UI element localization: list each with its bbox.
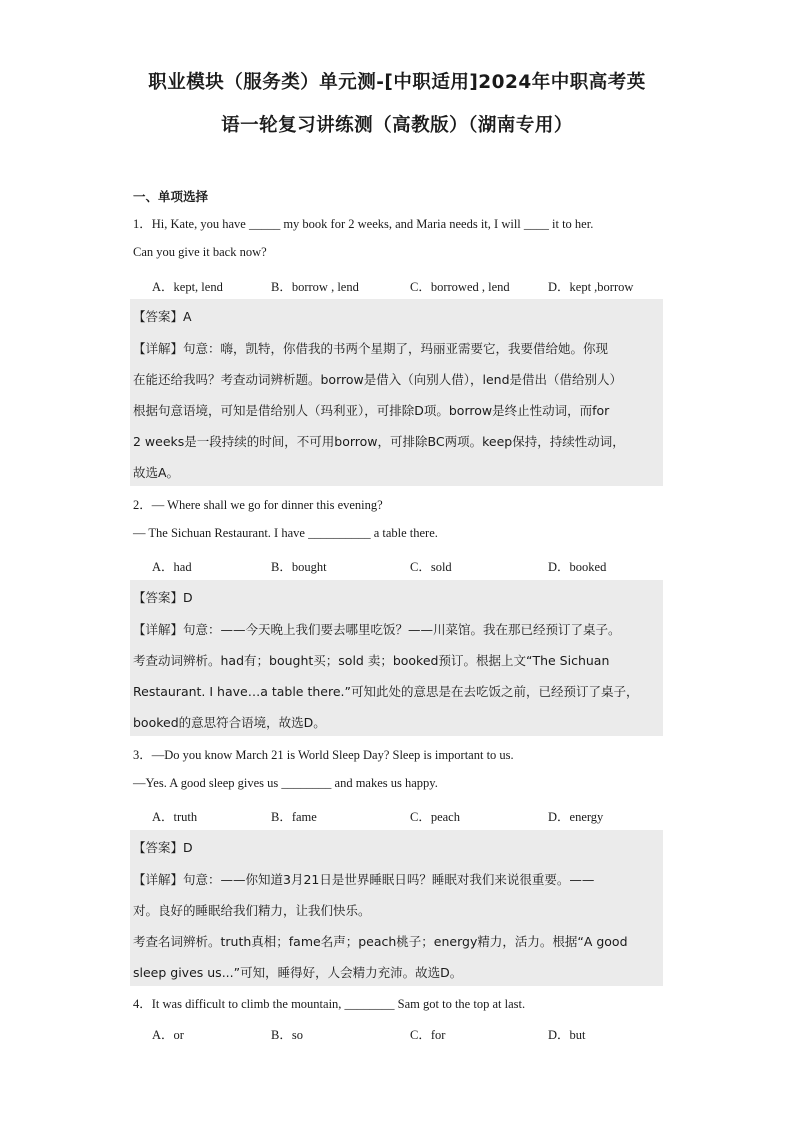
q2-stem-line-1: 2．— Where shall we go for dinner this evening?: [133, 498, 383, 512]
q1-explanation-line-1: 【详解】句意：嗨，凯特，你借我的书两个星期了，玛丽亚需要它，我要借给她。你现: [133, 341, 609, 356]
q1-explanation-line-3: 根据句意语境，可知是借给别人（玛利亚），可排除D项。borrow是终止性动词，而for: [133, 403, 610, 418]
q2-explanation-line-1: 【详解】句意：——今天晚上我们要去哪里吃饭？——川菜馆。我在那已经预订了桌子。: [133, 622, 621, 637]
q2-option-d: D．booked: [548, 560, 607, 574]
q4-option-b: B．so: [271, 1028, 303, 1042]
q2-explanation-line-3: Restaurant. I have…a table there.”可知此处的意思是在去吃饭之前，已经预订了桌子，: [133, 684, 639, 699]
q3-explanation-line-4: sleep gives us...”可知，睡得好，人会精力充沛。故选D。: [133, 965, 463, 980]
q4-stem-line-1: 4．It was difficult to climb the mountain, ________ Sam got to the top at last.: [133, 997, 526, 1011]
q3-stem-line-1: 3．—Do you know March 21 is World Sleep Day? Sleep is important to us.: [133, 748, 514, 762]
doc-title-line-2: 语一轮复习讲练测（高教版）（湖南专用）: [221, 115, 573, 136]
q1-explanation-line-4: 2 weeks是一段持续的时间，不可用borrow，可排除BC两项。keep保持，持续性动词，: [133, 434, 625, 449]
q3-explanation-line-2: 对。良好的睡眠给我们精力，让我们快乐。: [133, 903, 371, 918]
q3-explanation-line-3: 考查名词辨析。truth真相；fame名声；peach桃子；energy精力，活力。根据“A good: [133, 934, 628, 949]
q2-option-b: B．bought: [271, 560, 327, 574]
q3-option-b: B．fame: [271, 810, 317, 824]
q2-option-a: A．had: [152, 560, 192, 574]
section-heading: 一、单项选择: [133, 189, 209, 204]
q3-option-c: C．peach: [410, 810, 460, 824]
q4-option-d: D．but: [548, 1028, 586, 1042]
doc-title-line-1: 职业模块（服务类）单元测-[中职适用]2024年中职高考英: [148, 72, 646, 93]
q1-option-a: A．kept, lend: [152, 280, 223, 294]
q3-explanation-line-1: 【详解】句意：——你知道3月21日是世界睡眠日吗？睡眠对我们来说很重要。——: [133, 872, 595, 887]
q2-option-c: C．sold: [410, 560, 452, 574]
q1-stem-line-1: 1．Hi, Kate, you have _____ my book for 2 weeks, and Maria needs it, I will ____ it to her.: [133, 217, 594, 231]
q1-answer-block: [130, 299, 663, 486]
q1-option-b: B．borrow , lend: [271, 280, 359, 294]
q1-option-d: D．kept ,borrow: [548, 280, 634, 294]
q2-answer: 【答案】D: [133, 590, 193, 605]
q3-option-a: A．truth: [152, 810, 198, 824]
q4-option-a: A．or: [152, 1028, 184, 1042]
q1-explanation-line-5: 故选A。: [133, 465, 180, 480]
q2-stem-line-2: — The Sichuan Restaurant. I have __________ a table there.: [133, 526, 438, 540]
q1-option-c: C．borrowed , lend: [410, 280, 510, 294]
q2-explanation-line-2: 考查动词辨析。had有；bought买；sold 卖；booked预订。根据上文“The Sichuan: [133, 653, 610, 668]
q3-answer: 【答案】D: [133, 840, 193, 855]
q2-explanation-line-4: booked的意思符合语境，故选D。: [133, 715, 326, 730]
q1-explanation-line-2: 在能还给我吗？考查动词辨析题。borrow是借入（向别人借），lend是借出（借给别人）: [133, 372, 623, 387]
q4-option-c: C．for: [410, 1028, 446, 1042]
q1-stem-line-2: Can you give it back now?: [133, 245, 267, 259]
q3-option-d: D．energy: [548, 810, 604, 824]
q1-answer: 【答案】A: [133, 309, 192, 324]
q3-stem-line-2: —Yes. A good sleep gives us ________ and makes us happy.: [133, 776, 438, 790]
